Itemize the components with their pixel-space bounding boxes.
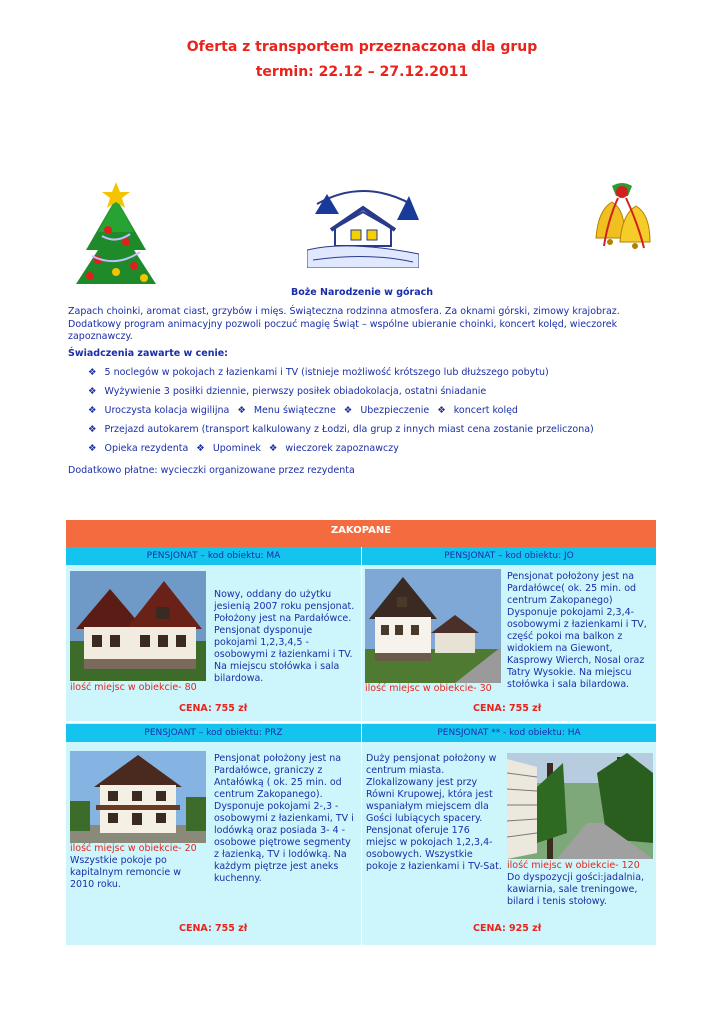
photo-pensjonat-prz: [70, 751, 206, 843]
diamond-bullet-icon: ❖: [437, 405, 446, 416]
photo-pensjonat-jo: [365, 569, 501, 683]
winter-cottage-icon: [307, 184, 419, 268]
price-ma: CENA: 755 zł: [179, 703, 248, 714]
diamond-bullet-icon: ❖: [88, 386, 97, 397]
price-prz: CENA: 755 zł: [179, 923, 248, 934]
extra-paid-note: Dodatkowo płatne: wycieczki organizowane przez rezydenta: [68, 465, 355, 476]
included-label: Świadczenia zawarte w cenie:: [68, 348, 228, 359]
description-prz: Pensjonat położony jest na Pardałówce, graniczy z Antałówką ( ok. 25 min. od centrum Zakopanego). Dysponuje pokojami 2-,3 -osobowymi z łazienkami, TV i lodówką oraz posiada 3- 4 -osobowe piętrowe segmenty z łazienką, TV i lodówką. Na każdym piętrze jest aneks kuchenny.: [214, 753, 354, 884]
offer-code-jo: PENSJONAT – kod obiektu: JO: [362, 547, 656, 565]
page-subtitle-dates: termin: 22.12 – 27.12.2011: [255, 64, 469, 80]
section-heading: Boże Narodzenie w górach: [290, 287, 434, 298]
diamond-bullet-icon: ❖: [88, 443, 97, 454]
page-title: Oferta z transportem przeznaczona dla grup: [186, 39, 538, 55]
description-ha: Duży pensjonat położony w centrum miasta. Zlokalizowany jest przy Równi Krupowej, która jest wspaniałym miejscem dla Gości lubiących spacery. Pensjonat oferuje 176 miejsc w pokojach 1,2,3,4-osobowych. Wszystkie pokoje z łazienkami i TV-Sat.: [366, 753, 502, 872]
capacity-ha: ilość miejsc w obiekcie- 120: [507, 860, 640, 871]
capacity-prz: ilość miejsc w obiekcie- 20: [70, 843, 197, 854]
diamond-bullet-icon: ❖: [343, 405, 353, 416]
offer-code-ma: PENSJONAT – kod obiektu: MA: [66, 547, 361, 565]
photo-pensjonat-ha: [507, 753, 653, 859]
included-item: ❖ 5 noclegów w pokojach z łazienkami i TV (istnieje możliwość krótszego lub dłuższego pobytu): [88, 367, 549, 378]
diamond-bullet-icon: ❖: [88, 405, 97, 416]
note-ha: Do dyspozycji gości:jadalnia, kawiarnia, sale treningowe, bilard i tenis stołowy.: [507, 872, 645, 907]
included-item: ❖ Opieka rezydenta ❖ Upominek ❖ wieczorek zapoznawczy: [88, 443, 399, 454]
diamond-bullet-icon: ❖: [237, 405, 246, 416]
intro-description: Zapach choinki, aromat ciast, grzybów i mięs. Świąteczna rodzinna atmosfera. Za oknami górski, zimowy krajobraz. Dodatkowy program animacyjny pozwoli poczuć magię Świąt – wspólne ubieranie choinki, koncert kolęd, wieczorek zapoznawczy.: [68, 306, 620, 342]
included-item: ❖ Wyżywienie 3 posiłki dziennie, pierwszy posiłek obiadokolacja, ostatni śniadanie: [88, 386, 487, 397]
offer-code-ha: PENSJONAT ** - kod obiektu: HA: [362, 724, 656, 742]
diamond-bullet-icon: ❖: [196, 443, 205, 454]
description-ma: Nowy, oddany do użytku jesienią 2007 roku pensjonat. Położony jest na Pardałówce. Pensjonat dysponuje pokojami 1,2,3,4,5 - osobowymi z łazienkami i TV. Na miejscu stołówka i sala bilardowa.: [214, 589, 355, 684]
offer-code-prz: PENSJOANT – kod obiektu: PRZ: [66, 724, 361, 742]
christmas-tree-icon: [68, 180, 164, 288]
diamond-bullet-icon: ❖: [268, 443, 278, 454]
price-ha: CENA: 925 zł: [473, 923, 542, 934]
city-header: ZAKOPANE: [66, 520, 656, 547]
diamond-bullet-icon: ❖: [88, 424, 97, 435]
offers-table: [66, 520, 656, 945]
capacity-jo: ilość miejsc w obiekcie- 30: [365, 683, 492, 694]
capacity-ma: ilość miejsc w obiekcie- 80: [70, 682, 197, 693]
included-item: ❖ Uroczysta kolacja wigilijna ❖ Menu świąteczne ❖ Ubezpieczenie ❖ koncert kolęd: [88, 405, 518, 416]
diamond-bullet-icon: ❖: [88, 367, 97, 378]
included-item: ❖ Przejazd autokarem (transport kalkulowany z Łodzi, dla grup z innych miast cena zostanie przeliczona): [88, 424, 594, 435]
description-jo: Pensjonat położony jest na Pardałówce( ok. 25 min. od centrum Zakopanego) Dysponuje pokojami 2,3,4-osobowymi z łazienkami i TV, część pokoi ma balkon z widokiem na Giewont, Kasprowy Wierch, Nosal oraz Tatry Wysokie. Na miejscu stołówka i sala bilardowa.: [507, 571, 647, 690]
note-prz: Wszystkie pokoje po kapitalnym remoncie w 2010 roku.: [70, 855, 182, 890]
photo-pensjonat-ma: [70, 571, 206, 681]
christmas-bells-icon: [588, 180, 658, 250]
price-jo: CENA: 755 zł: [473, 703, 542, 714]
